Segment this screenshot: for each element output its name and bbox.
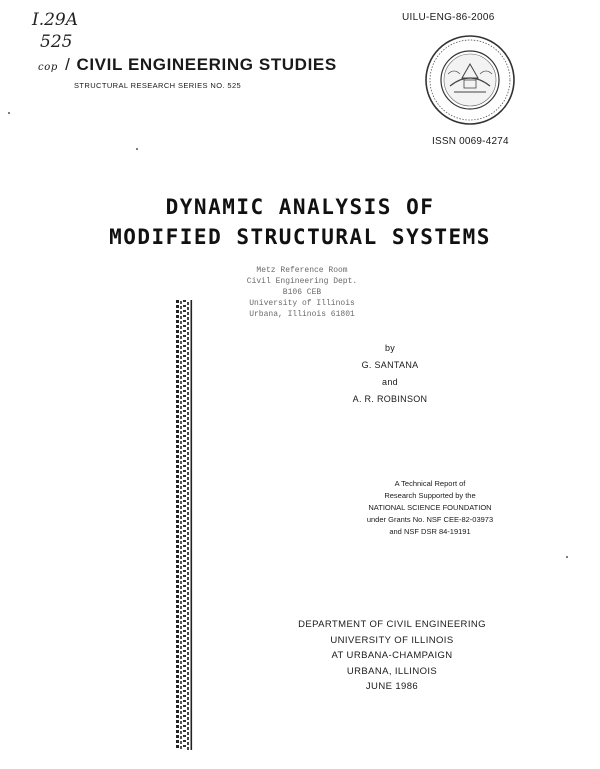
report-note-line: A Technical Report of: [394, 479, 466, 488]
stamp-line: Metz Reference Room: [256, 266, 348, 275]
scan-speck: [8, 112, 10, 114]
department-line: DEPARTMENT OF CIVIL ENGINEERING: [298, 619, 486, 630]
stamp-line: Urbana, Illinois 61801: [249, 310, 355, 319]
author-and: and: [382, 377, 398, 387]
report-note-line: Research Supported by the: [384, 491, 476, 500]
stamp-line: University of Illinois: [249, 299, 355, 308]
author-1: G. SANTANA: [361, 360, 419, 370]
report-note-line: NATIONAL SCIENCE FOUNDATION: [368, 503, 492, 512]
department-block: [252, 617, 532, 695]
scan-speck: [566, 556, 568, 558]
document-title-line-1: DYNAMIC ANALYSIS OF: [165, 195, 435, 219]
series-subtitle: STRUCTURAL RESEARCH SERIES NO. 525: [74, 81, 242, 90]
stamp-line: Civil Engineering Dept.: [246, 277, 358, 286]
library-stamp: [232, 265, 372, 320]
handwritten-copy-mark: cop: [38, 62, 58, 73]
issn-number: ISSN 0069-4274: [432, 136, 509, 147]
scan-speck: [136, 148, 138, 150]
author-2: A. R. ROBINSON: [352, 394, 428, 404]
series-title: [38, 55, 337, 75]
document-title-line-2: MODIFIED STRUCTURAL SYSTEMS: [109, 225, 491, 249]
binding-spine: [176, 300, 194, 750]
department-line: AT URBANA-CHAMPAIGN: [331, 650, 453, 661]
stamp-line: B106 CEB: [282, 288, 322, 297]
handwritten-slash: /: [65, 55, 71, 74]
series-title-text: CIVIL ENGINEERING STUDIES: [76, 55, 337, 74]
department-line: URBANA, ILLINOIS: [346, 665, 438, 677]
university-seal-icon: [424, 34, 516, 126]
report-note: [320, 478, 540, 538]
department-line: JUNE 1986: [365, 681, 419, 692]
report-note-line: and NSF DSR 84-19191: [389, 527, 471, 536]
handwritten-series-number: 525: [40, 32, 73, 52]
department-line: UNIVERSITY OF ILLINOIS: [330, 634, 454, 646]
author-by: by: [384, 343, 396, 353]
handwritten-call-number: I.29A: [32, 10, 79, 30]
report-number: UILU-ENG-86-2006: [402, 12, 495, 23]
report-note-line: under Grants No. NSF CEE-82-03973: [366, 515, 494, 524]
